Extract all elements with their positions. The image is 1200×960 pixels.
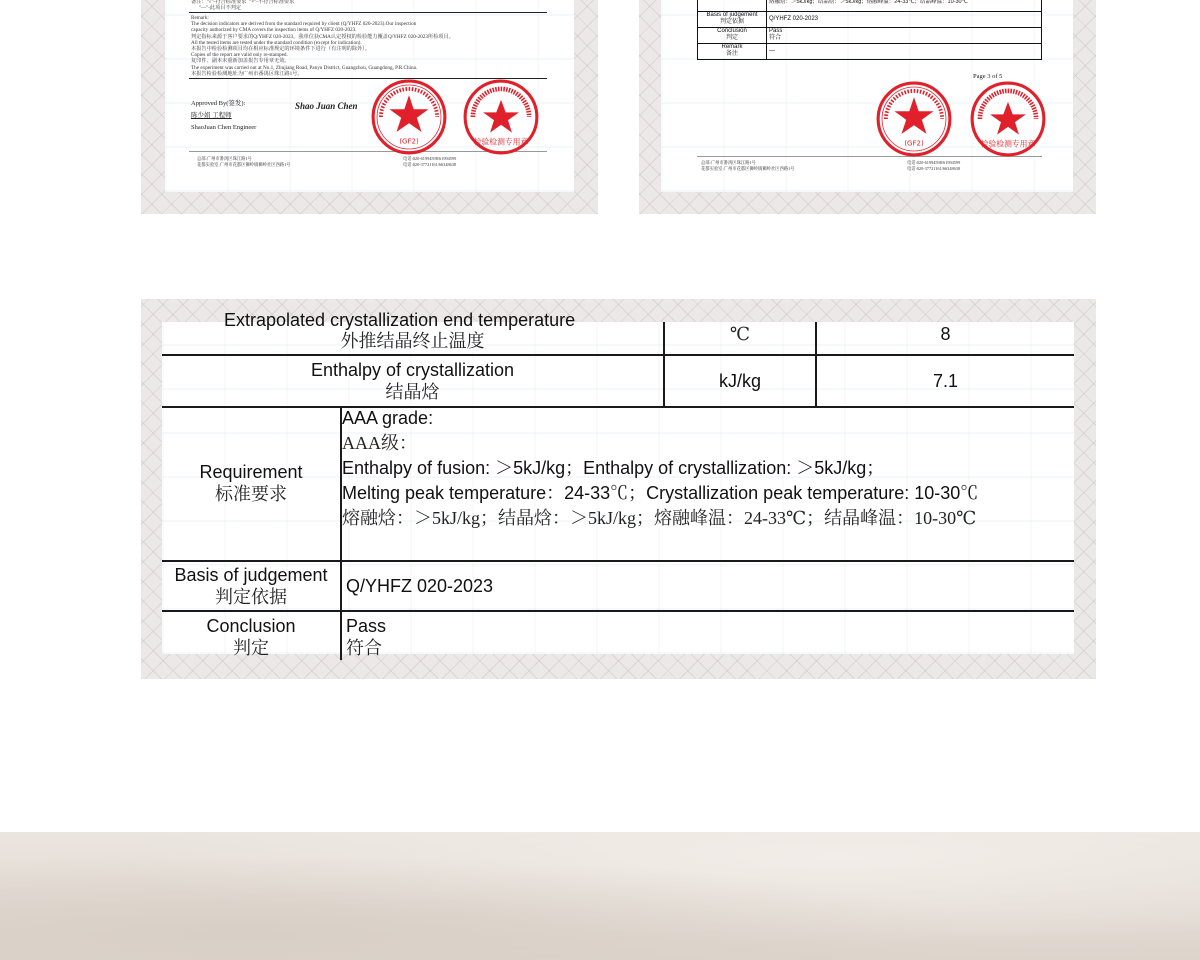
mini-conclusion-label-cn: 判定 bbox=[725, 35, 738, 41]
table-row bbox=[162, 611, 1074, 660]
mini-conclusion-value-cn: 符合 bbox=[769, 35, 782, 41]
footer-address: 总部:广州市番禺区珠江路1号 花都实验室:广州市花都区狮岭镇狮岭社区西路1号 bbox=[701, 160, 795, 172]
right-certificate-frame bbox=[639, 0, 1096, 214]
unit: kJ/kg bbox=[718, 371, 761, 391]
label-cn: 外推结晶终止温度 bbox=[340, 331, 485, 351]
seal-code: (GF2) bbox=[904, 138, 924, 148]
mini-remark-value: — bbox=[767, 44, 1042, 60]
value: 7.1 bbox=[932, 371, 959, 391]
basis-label-en: Basis of judgement bbox=[174, 565, 328, 585]
requirement-label-cn: 标准要求 bbox=[215, 484, 287, 504]
requirement-line: Melting peak temperature：24-33℃；Crystallization peak temperature: 10-30℃ bbox=[342, 483, 979, 503]
requirement-line: Enthalpy of fusion: ＞5kJ/kg；Enthalpy of crystallization: ＞5kJ/kg； bbox=[342, 458, 885, 478]
table-row bbox=[162, 561, 1074, 611]
left-certificate-frame bbox=[141, 0, 598, 214]
mini-remark-label-cn: 备注 bbox=[725, 51, 738, 57]
basis-label-cn: 判定依据 bbox=[215, 587, 287, 607]
mini-requirement-text: 熔融焓：＞5kJ/kg；结晶焓：＞5kJ/kg；熔融峰温：24-33℃；结晶峰温：10-30℃ bbox=[767, 0, 1042, 12]
requirement-table bbox=[162, 406, 1074, 660]
seal-label: 检验检测专用章 bbox=[473, 137, 529, 147]
mini-basis-label-cn: 判定依据 bbox=[719, 19, 744, 25]
label-cn: 结晶焓 bbox=[385, 382, 440, 402]
conclusion-value: Pass bbox=[346, 616, 387, 636]
divider bbox=[189, 12, 547, 13]
footer-phone: 电话:020-61994598/61994599 电话:020-37721161/66348638 bbox=[403, 156, 457, 168]
requirement-line: 熔融焓：＞5kJ/kg；结晶焓：＞5kJ/kg；熔融峰温：24-33℃；结晶峰温：10-30℃ bbox=[342, 508, 977, 528]
requirement-line: AAA级： bbox=[342, 433, 417, 453]
requirement-label-en: Requirement bbox=[199, 462, 303, 482]
conclusion-value-cn: 符合 bbox=[346, 638, 382, 658]
conclusion-label-en: Conclusion bbox=[206, 616, 296, 636]
remark-text: Remark: The decision indicators are derived from the standard required by client (Q/YHFZ 020-2023).Our inspection capacity authorized by CMA covers the inspection items of Q/YHFZ 020-2023. 判定指标来源于客户要求的Q/YHFZ 020-2023。我单位获CMA认定授权的检验能力覆盖Q/YHFZ 020-2023所检项目。 All the tested items are tested under the standard condition (except for indication). 本报告中检验检测项目均在相应标准规定的环境条件下进行（有注明的除外）。 Copies of the report are valid only re-stamped. 复印件、副本未重新加盖报告专用章无效。 The experiment was carried out at No.1, Zhujiang Road, Panyu District, Guangzhou, Guangdong, P.R.China. 本报告检验检测地址为广州市番禺区珠江路1号。 bbox=[191, 15, 454, 77]
partial-label-top: Extrapolated crystallization end temperature bbox=[224, 310, 576, 330]
result-table bbox=[162, 322, 1074, 408]
approver-name-cn: 陈少娟 工程师 bbox=[191, 112, 232, 119]
svg-text:(GF2): (GF2) bbox=[399, 136, 419, 146]
approver-name-en: ShaoJuan Chen Engineer bbox=[191, 124, 257, 131]
mini-conclusion-label-en: Conclusion bbox=[717, 28, 747, 34]
background-photo bbox=[0, 832, 1200, 960]
zoomed-certificate-page bbox=[162, 310, 1074, 658]
basis-value: Q/YHFZ 020-2023 bbox=[346, 576, 494, 596]
page-number: Page 3 of 5 bbox=[973, 73, 1003, 80]
signature: Shao Juan Chen bbox=[295, 101, 358, 111]
mini-result-table bbox=[697, 0, 1042, 60]
table-row bbox=[162, 322, 1074, 355]
mini-conclusion-value: Pass bbox=[769, 28, 783, 34]
remarks-legend: 备注："√"-符合标准要求 "×"-不符合标准要求 "—"-此项目不判定 bbox=[191, 0, 295, 12]
table-row bbox=[162, 355, 1074, 407]
table-row bbox=[162, 406, 1074, 561]
inspection-seal-stamp bbox=[462, 78, 540, 156]
unit: ℃ bbox=[729, 324, 751, 344]
value: 8 bbox=[940, 324, 951, 344]
label-en: Enthalpy of crystallization bbox=[310, 360, 515, 380]
footer-address: 总部:广州市番禺区珠江路1号 花都实验室:广州市花都区狮岭镇狮岭社区西路1号 bbox=[197, 156, 291, 168]
org-seal-stamp bbox=[875, 80, 953, 158]
conclusion-label-cn: 判定 bbox=[233, 638, 269, 658]
requirement-line: AAA grade: bbox=[342, 408, 434, 428]
zoomed-certificate-frame bbox=[141, 299, 1096, 679]
seal-label: 检验检测专用章 bbox=[980, 139, 1036, 149]
approved-by-label: Approved By(签发): bbox=[191, 100, 246, 107]
footer-phone: 电话:020-61994598/61994599 电话:020-37721161/66348638 bbox=[907, 160, 961, 172]
inspection-seal-stamp bbox=[969, 80, 1047, 158]
mini-basis-value: Q/YHFZ 020-2023 bbox=[767, 12, 1042, 28]
mini-basis-label-en: Basis of judgement bbox=[706, 12, 758, 18]
mini-remark-label-en: Remark bbox=[721, 44, 743, 50]
org-seal-stamp bbox=[370, 78, 448, 156]
